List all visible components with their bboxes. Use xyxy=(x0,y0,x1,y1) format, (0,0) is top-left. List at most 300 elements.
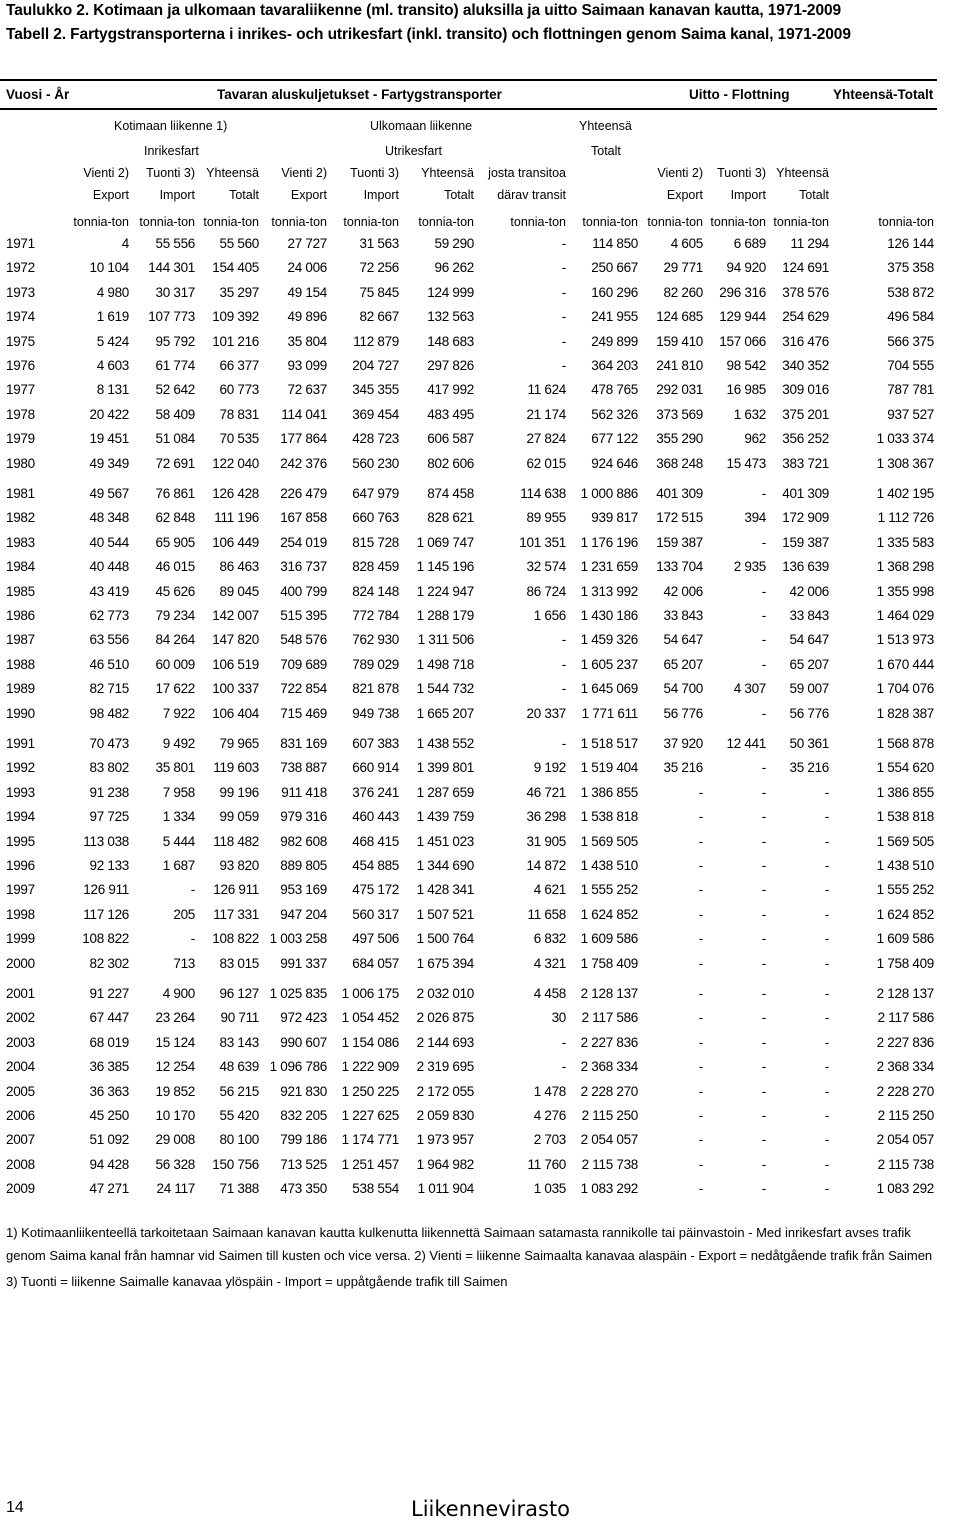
table-cell: 1 438 552 xyxy=(416,736,474,751)
table-cell: 36 385 xyxy=(89,1059,129,1075)
table-cell: 124 691 xyxy=(782,260,829,276)
table-cell: 10 104 xyxy=(89,260,129,276)
table-row xyxy=(0,382,940,402)
table-cell: 154 405 xyxy=(212,260,259,276)
table-cell: 2 319 695 xyxy=(416,1059,474,1075)
table-cell: 33 843 xyxy=(663,608,703,623)
year-cell: 1993 xyxy=(6,784,35,800)
year-cell: 2007 xyxy=(6,1132,35,1148)
table-cell: 58 409 xyxy=(155,406,195,422)
col-header-sv-2: Import xyxy=(159,188,195,202)
table-cell: 4 605 xyxy=(670,236,703,251)
col-header-fi-9: Vienti 2) xyxy=(657,166,703,180)
table-cell: 55 560 xyxy=(219,236,259,251)
table-row xyxy=(0,858,940,878)
table-cell: 1 569 505 xyxy=(876,833,934,849)
table-cell: 1 251 457 xyxy=(341,1156,399,1172)
table-cell: - xyxy=(561,1034,566,1050)
table-cell: - xyxy=(561,358,566,373)
table-row xyxy=(0,309,940,329)
table-cell: 35 297 xyxy=(219,284,259,300)
year-cell: 1981 xyxy=(6,486,35,501)
table-cell: - xyxy=(761,705,766,721)
table-cell: 375 358 xyxy=(887,260,934,276)
table-row xyxy=(0,907,940,927)
table-cell: 428 723 xyxy=(352,431,399,447)
col-header-sv-7: därav transit xyxy=(497,188,566,202)
col-header-fi-5: Tuonti 3) xyxy=(350,166,399,180)
year-cell: 1997 xyxy=(6,882,35,898)
table-row xyxy=(0,608,940,628)
year-cell: 1972 xyxy=(6,260,35,276)
table-cell: 72 637 xyxy=(287,382,327,398)
table-cell: 122 040 xyxy=(212,455,259,471)
year-cell: 1979 xyxy=(6,431,35,447)
table-cell: 126 428 xyxy=(212,486,259,501)
unit-label: tonnia-ton xyxy=(203,215,259,229)
table-cell: 46 721 xyxy=(526,784,566,800)
table-cell: 101 351 xyxy=(519,534,566,550)
table-cell: 49 349 xyxy=(89,455,129,471)
table-cell: 473 350 xyxy=(280,1181,327,1197)
table-cell: - xyxy=(698,784,703,800)
table-cell: 167 858 xyxy=(280,510,327,526)
table-cell: 48 348 xyxy=(89,510,129,526)
table-cell: - xyxy=(561,284,566,300)
table-row xyxy=(0,956,940,976)
table-cell: 566 375 xyxy=(887,333,934,349)
table-cell: 684 057 xyxy=(352,955,399,971)
table-cell: - xyxy=(824,1083,829,1099)
table-cell: 815 728 xyxy=(352,534,399,550)
table-cell: 46 015 xyxy=(155,559,195,575)
table-cell: 55 420 xyxy=(219,1108,259,1123)
table-cell: 355 290 xyxy=(656,431,703,447)
table-cell: 106 519 xyxy=(212,656,259,672)
year-column-header: Vuosi - År xyxy=(6,87,70,102)
table-cell: 21 174 xyxy=(526,406,566,422)
table-row xyxy=(0,358,940,378)
table-cell: 249 899 xyxy=(591,333,638,349)
table-cell: 297 826 xyxy=(427,358,474,373)
table-cell: 1 145 196 xyxy=(416,559,474,575)
year-cell: 1991 xyxy=(6,736,35,751)
table-cell: 4 276 xyxy=(533,1108,566,1123)
table-cell: 94 428 xyxy=(89,1156,129,1172)
table-cell: - xyxy=(561,333,566,349)
year-cell: 1998 xyxy=(6,906,35,922)
table-title-fi: Taulukko 2. Kotimaan ja ulkomaan tavaraliikenne (ml. transito) aluksilla ja uitto Saimaan kanavan kautta, 1971-2009 xyxy=(6,2,841,19)
table-cell: 562 326 xyxy=(591,406,638,422)
table-cell: 401 309 xyxy=(782,486,829,501)
table-cell: - xyxy=(698,931,703,947)
table-cell: 36 363 xyxy=(89,1083,129,1099)
unit-label: tonnia-ton xyxy=(510,215,566,229)
table-cell: - xyxy=(824,906,829,922)
table-cell: 147 820 xyxy=(212,632,259,648)
table-cell: 1 035 xyxy=(533,1181,566,1197)
table-cell: 8 131 xyxy=(96,382,129,398)
table-cell: 159 387 xyxy=(656,534,703,550)
table-cell: 92 133 xyxy=(89,858,129,873)
table-cell: - xyxy=(824,955,829,971)
table-cell: 124 685 xyxy=(656,309,703,325)
year-cell: 1973 xyxy=(6,284,35,300)
table-cell: 1 555 252 xyxy=(580,882,638,898)
table-cell: 101 216 xyxy=(212,333,259,349)
table-cell: 1 507 521 xyxy=(416,906,474,922)
table-cell: 106 404 xyxy=(212,705,259,721)
table-cell: 86 724 xyxy=(526,583,566,599)
grand-total-group-header: Yhteensä-Totalt xyxy=(833,87,934,102)
year-cell: 1987 xyxy=(6,632,35,648)
table-cell: 376 241 xyxy=(352,784,399,800)
unit-label: tonnia-ton xyxy=(343,215,399,229)
table-cell: 548 576 xyxy=(280,632,327,648)
table-cell: 75 845 xyxy=(359,284,399,300)
table-cell: 90 711 xyxy=(220,1010,259,1026)
table-cell: 205 xyxy=(173,906,195,922)
table-row xyxy=(0,407,940,427)
table-cell: 889 805 xyxy=(280,858,327,873)
table-cell: 35 216 xyxy=(663,760,703,776)
table-cell: 20 422 xyxy=(89,406,129,422)
table-cell: 4 458 xyxy=(533,986,566,1001)
col-header-fi-11: Yhteensä xyxy=(776,166,829,180)
table-cell: - xyxy=(561,632,566,648)
table-cell: 11 658 xyxy=(527,906,566,922)
year-cell: 1988 xyxy=(6,656,35,672)
table-cell: - xyxy=(190,931,195,947)
table-cell: 1 569 505 xyxy=(580,833,638,849)
col-header-fi-3: Yhteensä xyxy=(206,166,259,180)
table-cell: 83 802 xyxy=(89,760,129,776)
table-cell: - xyxy=(698,986,703,1001)
col-header-sv-4: Export xyxy=(290,188,327,202)
table-cell: 4 603 xyxy=(96,358,129,373)
table-cell: 1 250 225 xyxy=(341,1083,399,1099)
table-cell: 4 xyxy=(121,236,129,251)
table-cell: 1 011 904 xyxy=(417,1181,474,1197)
table-cell: 2 054 057 xyxy=(876,1132,934,1148)
table-cell: 1 428 341 xyxy=(416,882,474,898)
year-cell: 1996 xyxy=(6,858,35,873)
table-cell: 821 878 xyxy=(352,681,399,697)
table-cell: 1 771 611 xyxy=(581,705,638,721)
table-cell: - xyxy=(824,784,829,800)
table-cell: 107 773 xyxy=(148,309,195,325)
table-cell: 68 019 xyxy=(89,1034,129,1050)
table-cell: 95 792 xyxy=(155,333,195,349)
table-cell: 61 774 xyxy=(155,358,195,373)
table-cell: 1 624 852 xyxy=(580,906,638,922)
table-cell: 2 026 875 xyxy=(416,1010,474,1026)
table-cell: - xyxy=(824,809,829,825)
table-cell: - xyxy=(824,1034,829,1050)
table-cell: 93 820 xyxy=(219,858,259,873)
unit-label: tonnia-ton xyxy=(139,215,195,229)
table-cell: 82 302 xyxy=(89,955,129,971)
table-cell: 49 567 xyxy=(89,486,129,501)
table-cell: 454 885 xyxy=(352,858,399,873)
table-cell: 316 737 xyxy=(280,559,327,575)
table-cell: 496 584 xyxy=(887,309,934,325)
table-cell: 84 264 xyxy=(155,632,195,648)
table-cell: 48 639 xyxy=(219,1059,259,1075)
table-row xyxy=(0,260,940,280)
table-cell: 2 032 010 xyxy=(416,986,474,1001)
table-cell: 30 xyxy=(551,1010,566,1026)
table-row xyxy=(0,1132,940,1152)
table-cell: 12 254 xyxy=(155,1059,195,1075)
table-cell: 2 054 057 xyxy=(580,1132,638,1148)
table-cell: 241 810 xyxy=(656,358,703,373)
table-cell: 159 410 xyxy=(656,333,703,349)
table-cell: 62 015 xyxy=(526,455,566,471)
table-cell: - xyxy=(761,608,766,623)
table-cell: 6 832 xyxy=(533,931,566,947)
table-cell: 1 828 387 xyxy=(876,705,934,721)
table-cell: 828 621 xyxy=(427,510,474,526)
footnote-2: genom Saima kanal från hamnar vid Saimen till kusten och vice versa. 2) Vienti = liikenne Saimaalta kanavaa alaspäin - Export = nedåtgående trafik från Saimen xyxy=(6,1248,933,1263)
table-cell: 117 126 xyxy=(83,906,129,922)
table-cell: 82 667 xyxy=(359,309,399,325)
table-cell: - xyxy=(698,1010,703,1026)
table-cell: 1 288 179 xyxy=(416,608,474,623)
total-header-sv: Totalt xyxy=(591,144,621,158)
table-cell: 2 935 xyxy=(733,559,766,575)
table-cell: 1 438 510 xyxy=(876,858,934,873)
table-cell: 560 317 xyxy=(352,906,399,922)
table-cell: - xyxy=(698,1108,703,1123)
year-cell: 1985 xyxy=(6,583,35,599)
table-row xyxy=(0,1181,940,1201)
table-cell: 70 473 xyxy=(89,736,129,751)
table-cell: 1 069 747 xyxy=(416,534,474,550)
col-header-sv-6: Totalt xyxy=(444,188,474,202)
table-cell: 27 824 xyxy=(526,431,566,447)
table-cell: 1 619 xyxy=(96,309,129,325)
table-cell: 62 773 xyxy=(89,608,129,623)
table-cell: 59 290 xyxy=(434,236,474,251)
table-cell: 2 703 xyxy=(533,1132,566,1148)
table-cell: 1 964 982 xyxy=(416,1156,474,1172)
table-cell: 1 459 326 xyxy=(580,632,638,648)
table-cell: 50 361 xyxy=(789,736,829,751)
col-header-fi-1: Vienti 2) xyxy=(83,166,129,180)
table-cell: 316 476 xyxy=(782,333,829,349)
table-cell: 60 009 xyxy=(155,656,195,672)
table-cell: 1 439 759 xyxy=(416,809,474,825)
table-cell: - xyxy=(561,1059,566,1075)
table-cell: 1 687 xyxy=(162,858,195,873)
table-cell: 67 447 xyxy=(89,1010,129,1026)
table-cell: 1 518 517 xyxy=(580,736,638,751)
year-cell: 2006 xyxy=(6,1108,35,1123)
table-cell: 4 621 xyxy=(533,882,566,898)
table-cell: 2 115 738 xyxy=(581,1156,638,1172)
table-cell: 560 230 xyxy=(352,455,399,471)
table-row xyxy=(0,657,940,677)
table-cell: 2 115 738 xyxy=(877,1156,934,1172)
table-row xyxy=(0,535,940,555)
table-cell: 2 059 830 xyxy=(416,1108,474,1123)
table-cell: 1 438 510 xyxy=(580,858,638,873)
table-cell: 1 704 076 xyxy=(876,681,934,697)
table-cell: 475 172 xyxy=(352,882,399,898)
table-cell: 204 727 xyxy=(352,358,399,373)
table-cell: 114 850 xyxy=(592,236,638,251)
table-cell: 1 451 023 xyxy=(416,833,474,849)
table-cell: - xyxy=(824,1181,829,1197)
table-cell: 292 031 xyxy=(656,382,703,398)
col-header-fi-4: Vienti 2) xyxy=(281,166,327,180)
table-cell: - xyxy=(761,1181,766,1197)
table-cell: 117 331 xyxy=(213,906,259,922)
table-cell: 1 344 690 xyxy=(416,858,474,873)
year-cell: 1983 xyxy=(6,534,35,550)
table-cell: 111 196 xyxy=(214,510,259,526)
table-row xyxy=(0,681,940,701)
table-cell: 373 569 xyxy=(656,406,703,422)
table-row xyxy=(0,285,940,305)
table-cell: 660 914 xyxy=(352,760,399,776)
table-cell: 133 704 xyxy=(656,559,703,575)
table-cell: - xyxy=(824,931,829,947)
table-cell: 66 377 xyxy=(219,358,259,373)
table-cell: 1 386 855 xyxy=(580,784,638,800)
table-cell: 979 316 xyxy=(280,809,327,825)
table-cell: 98 542 xyxy=(726,358,766,373)
year-cell: 2009 xyxy=(6,1181,35,1197)
table-cell: 114 041 xyxy=(281,406,327,422)
table-cell: 15 124 xyxy=(155,1034,195,1050)
table-cell: 1 519 404 xyxy=(580,760,638,776)
table-cell: 356 252 xyxy=(782,431,829,447)
table-row xyxy=(0,706,940,726)
table-cell: 1 174 771 xyxy=(341,1132,399,1148)
table-cell: 972 423 xyxy=(280,1010,327,1026)
table-cell: - xyxy=(698,858,703,873)
table-cell: 40 448 xyxy=(89,559,129,575)
table-cell: 345 355 xyxy=(352,382,399,398)
table-row xyxy=(0,1035,940,1055)
table-cell: 42 006 xyxy=(663,583,703,599)
table-cell: 114 638 xyxy=(520,486,566,501)
table-cell: 96 262 xyxy=(434,260,474,276)
table-cell: 79 234 xyxy=(155,608,195,623)
table-row xyxy=(0,632,940,652)
table-cell: 1 500 764 xyxy=(416,931,474,947)
table-cell: 35 804 xyxy=(287,333,327,349)
year-cell: 1976 xyxy=(6,358,35,373)
table-cell: 226 479 xyxy=(280,486,327,501)
table-cell: 2 128 137 xyxy=(876,986,934,1001)
table-cell: - xyxy=(698,955,703,971)
table-cell: 35 216 xyxy=(789,760,829,776)
table-row xyxy=(0,1108,940,1128)
table-cell: 497 506 xyxy=(352,931,399,947)
year-cell: 1980 xyxy=(6,455,35,471)
table-cell: - xyxy=(698,906,703,922)
table-cell: 2 117 586 xyxy=(581,1010,638,1026)
table-cell: 4 900 xyxy=(162,986,195,1001)
table-cell: - xyxy=(761,1156,766,1172)
table-cell: 309 016 xyxy=(782,382,829,398)
table-cell: - xyxy=(824,858,829,873)
table-cell: 606 587 xyxy=(427,431,474,447)
table-cell: 76 861 xyxy=(155,486,195,501)
table-cell: 1 006 175 xyxy=(341,986,399,1001)
table-cell: 11 294 xyxy=(790,236,829,251)
table-cell: 45 626 xyxy=(155,583,195,599)
publisher-name: Liikennevirasto xyxy=(411,1497,571,1521)
table-cell: 148 683 xyxy=(427,333,474,349)
table-cell: 136 639 xyxy=(782,559,829,575)
table-cell: 9 192 xyxy=(533,760,566,776)
table-cell: 32 574 xyxy=(526,559,566,575)
table-cell: 159 387 xyxy=(782,534,829,550)
table-cell: 29 008 xyxy=(155,1132,195,1148)
table-cell: 254 019 xyxy=(280,534,327,550)
table-cell: 80 100 xyxy=(219,1132,259,1148)
col-header-sv-10: Import xyxy=(730,188,766,202)
table-cell: - xyxy=(824,986,829,1001)
table-cell: 55 556 xyxy=(155,236,195,251)
table-cell: 704 555 xyxy=(887,358,934,373)
table-cell: 1 670 444 xyxy=(876,656,934,672)
table-cell: 1 402 195 xyxy=(876,486,934,501)
table-cell: 5 424 xyxy=(96,333,129,349)
table-cell: 56 776 xyxy=(789,705,829,721)
table-row xyxy=(0,334,940,354)
table-cell: - xyxy=(761,858,766,873)
year-cell: 1971 xyxy=(6,236,35,251)
table-cell: 54 647 xyxy=(663,632,703,648)
table-cell: 2 227 836 xyxy=(580,1034,638,1050)
table-cell: 126 144 xyxy=(887,236,934,251)
table-cell: 1 430 186 xyxy=(580,608,638,623)
domestic-header-sv: Inrikesfart xyxy=(144,144,199,158)
table-cell: 42 006 xyxy=(789,583,829,599)
table-cell: 2 128 137 xyxy=(580,986,638,1001)
table-cell: 364 203 xyxy=(591,358,638,373)
table-cell: 949 738 xyxy=(352,705,399,721)
table-cell: 65 207 xyxy=(789,656,829,672)
table-cell: 144 301 xyxy=(148,260,195,276)
year-cell: 1986 xyxy=(6,608,35,623)
table-cell: 824 148 xyxy=(352,583,399,599)
table-cell: 56 776 xyxy=(663,705,703,721)
table-cell: 49 154 xyxy=(287,284,327,300)
year-cell: 1999 xyxy=(6,931,35,947)
table-cell: 119 603 xyxy=(213,760,259,776)
table-row xyxy=(0,431,940,451)
table-cell: - xyxy=(761,656,766,672)
table-cell: 1 308 367 xyxy=(876,455,934,471)
table-cell: - xyxy=(824,833,829,849)
table-row xyxy=(0,1157,940,1177)
year-cell: 1994 xyxy=(6,809,35,825)
table-cell: 991 337 xyxy=(280,955,327,971)
table-cell: 478 765 xyxy=(591,382,638,398)
table-cell: 713 525 xyxy=(280,1156,327,1172)
table-cell: 369 454 xyxy=(352,406,399,422)
table-cell: 157 066 xyxy=(719,333,766,349)
table-cell: - xyxy=(698,809,703,825)
table-row xyxy=(0,236,940,256)
table-cell: 1 632 xyxy=(733,406,766,422)
